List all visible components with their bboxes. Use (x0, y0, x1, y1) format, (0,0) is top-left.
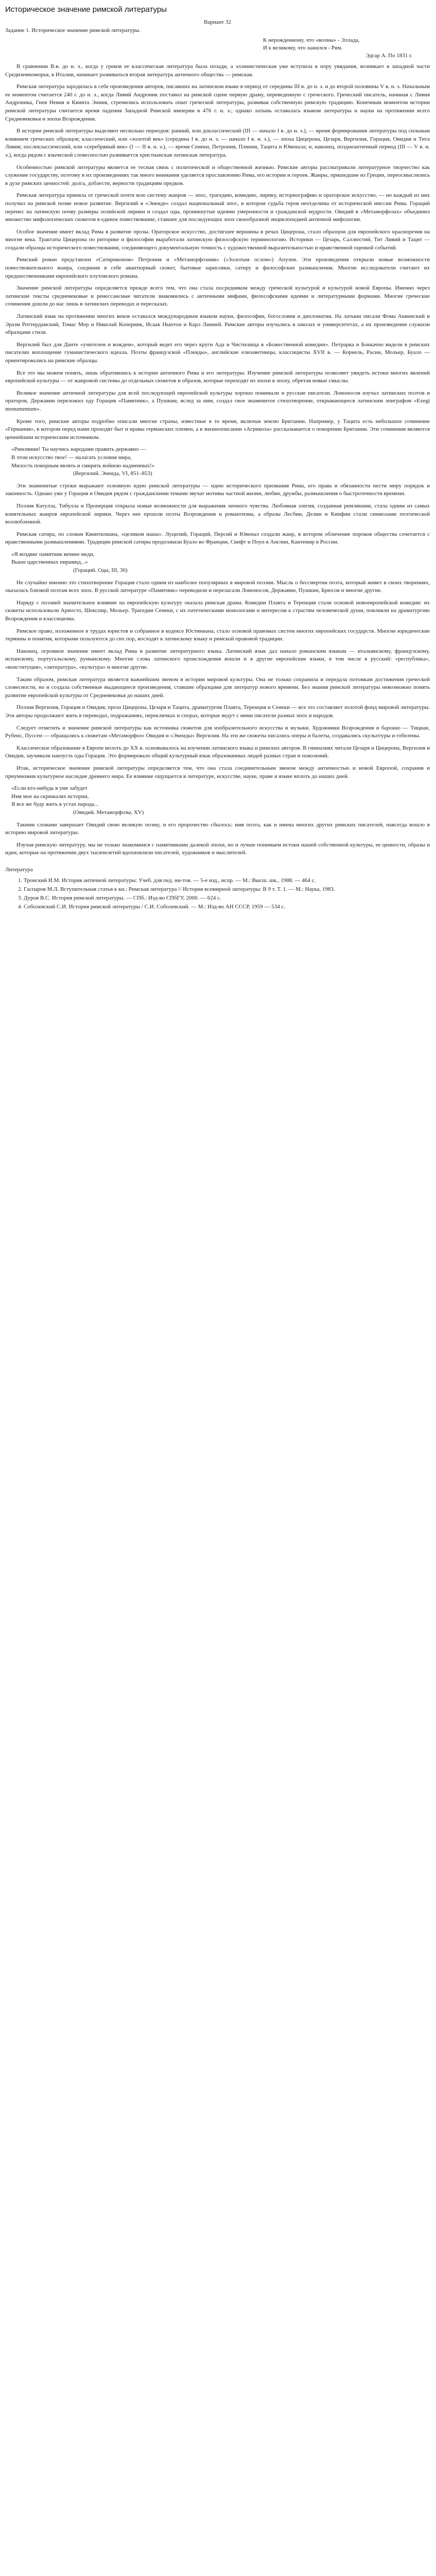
paragraph: Наконец, огромное значение имеет вклад Рима в развитие литературного языка. Латинский язык дал начало романским языкам — итальянскому, французскому, испанскому, португальскому, румынскому. Многие слова латинского происхождения вошли и в другие европейские языки, в том числе в русский: «республика», «конституция», «литература», «культура» и многие другие. (5, 648, 430, 670)
paragraph: Не случайно именно это стихотворение Горация стало одним из наиболее популярных в мировой поэзии. Мысль о бессмертии поэта, который живет в своих творениях, оказалась близкой поэтам всех эпох. В русской литературе «Памятник» переводили и перелагали Ломоносов, Державин, Пушкин, Брюсов и многие другие. (5, 579, 430, 594)
task-heading: Задание 1. Историческое значение римской литературы. (5, 27, 141, 33)
poem-source: (Вергилий. Энеида, VI, 851–853) (73, 470, 152, 477)
poem-line: Имя мое на скрижалях истории, (11, 793, 89, 800)
poem-line: Милость покорным являть и смирять войною надменных!» (11, 462, 155, 469)
paragraph: В сравнении В.в. до н. э., когда у греков ее классическая литература была позади, а эллинистическая уже вступила в пору увядания, возникает в западной части Средиземноморья, в Италии, начинает развиваться вторая литература античного общества — римская. (5, 63, 430, 78)
reference-item: 2. Гаспаров М.Л. Вступительная статья к кн.: Римская литература // История всемирной литературы: В 9 т. Т. 1. — М.: Наука, 1983. (24, 886, 430, 893)
epigraph (263, 37, 417, 60)
paragraph: Римская сатира, по словам Квинтилиана, «целиком наша». Луцилий, Гораций, Персий и Ювенал создали жанр, в котором обличение пороков общества сочетается с нравственными размышлениями. Традиции римской сатиры продолжили Буало во Франции, Свифт и Поуп в Англии, Кантемир в России. (5, 531, 430, 546)
paragraph: Поэзия Катулла, Тибулла и Проперция открыла новые возможности для выражения личного чувства. Любовная элегия, созданная римлянами, стала одним из самых влиятельных жанров европейской лирики. Через нее прошли поэты Возрождения и романтизма, а образы Лесбии, Делии и Кинфии стали символами поэтической возлюбленной. (5, 502, 430, 526)
poem-quote (11, 551, 430, 575)
paragraph: Классическое образование в Европе вплоть до XX в. основывалось на изучении латинского языка и римских авторов. В гимназиях читали Цезаря и Цицерона, Вергилия и Овидия, заучивали наизусть оды Горация. Это формировало общий культурный язык образованных людей разных стран и поколений. (5, 744, 430, 759)
epigraph-line: И к великому, что зажился - Рим. (263, 45, 343, 51)
body-section-1 (5, 63, 430, 442)
reference-item: 4. Соболевский С.И. История римской литературы / С.И. Соболевский. — М.: Изд-во АН СССР, 1959 — 534 с. (24, 903, 430, 911)
paragraph: Римское право, изложенное в трудах юристов и собранное в кодексе Юстиниана, стало основой правовых систем многих европейских государств. Многие юридические термины и понятия, которыми пользуются до сих пор, восходят к латинскому языку и римской правовой традиции. (5, 628, 430, 642)
paragraph: Поэзия Вергилия, Горация и Овидия, проза Цицерона, Цезаря и Тацита, драматургия Плавта, Теренция и Сенеки — все это составляет золотой фонд мировой литературы. Эти авторы продолжают жить в переводах, подражаниях, перекличках и спорах, которые ведут с ними писатели разных эпох и народов. (5, 704, 430, 719)
reference-item: 3. Дуров В.С. История римской литературы. — СПб.: Изд-во СПбГУ, 2000. — 624 с. (24, 894, 430, 902)
body-section-2 (5, 482, 430, 547)
paragraph: Латинский язык на протяжении многих веков оставался международным языком науки, философии, богословия и дипломатии. На латыни писали Фома Аквинский и Эразм Роттердамский, Томас Мор и Николай Коперник, Исаак Ньютон и Карл Линней. Римские авторы изучались в школах и университетах, а их произведения служили образцами стиля. (5, 313, 430, 336)
paragraph: Особенностью римской литературы является ее тесная связь с политической и общественной жизнью. Римские авторы рассматривали литературное творчество как служение государству, поэтому в их произведениях так много внимания уделяется прославлению Рима, его истории и героев. Жанры, пришедшие из Греции, переосмыслялись в духе римских ценностей: долга, доблести, верности традициям предков. (5, 164, 430, 187)
poem-line: Я все же буду жить в устах народа... (11, 801, 99, 808)
paragraph: Итак, историческое значение римской литературы определяется тем, что она стала соединительным звеном между античностью и новой Европой, сохранив и приумножив культурное наследие древнего мира. Ее влияние ощущается в литературе, искусстве, науке, праве и языке вплоть до наших дней. (5, 765, 430, 779)
paragraph: Римская литература зародилась в себе произведения авторов, писавших на латинском языке в период от середины III в. до н. э. и до второй половины V в. н. э. Начальным ее моментом считается 240 г. до н. э., когда Ливий Андроник поставил на римской сцене первую драму, переведенную с греческого. Греческий писатель, начиная с Ливия Андроника, Гнея Невия и Квинта Энния, стремились использовать опыт греческой литературы, развивая собственную римскую традицию. Конечным моментом истории римской литературы считается время падения Западной Римской империи в 476 г. н. э.; однако латынь оставалась языком литературы и науки на протяжении всего Средневековья и эпохи Возрождения. (5, 83, 430, 122)
paragraph: Римский роман представлен «Сатириконом» Петрония и «Метаморфозами» («Золотым ослом») Апулея. Эти произведения открыли новые возможности повествовательного жанра, соединив в себе авантюрный сюжет, бытовые зарисовки, сатиру и философские размышления. Многие исследователи считают их предшественниками европейского плутовского романа. (5, 257, 430, 279)
paragraph: Таким образом, римская литература является важнейшим звеном в истории мировой культуры. Она не только сохранила и передала потомкам достижения греческой словесности, но и создала собственные выдающиеся произведения, ставшие образцами для литератур нового времени. Без знания римской литературы невозможно понять развитие европейской культуры от Средневековья до наших дней. (5, 676, 430, 699)
page-title: Историческое значение римской литературы (5, 5, 167, 14)
references-list (5, 877, 430, 911)
variant-label: Вариант 32 (204, 19, 231, 25)
reference-item: 1. Тронский И.М. История античной литературы: Учеб. для пед. ин-тов. — 5-е изд., испр. — М.: Высш. шк., 1988. — 464 с. (24, 877, 430, 885)
paragraph: Изучая римскую литературу, мы не только знакомимся с памятниками далекой эпохи, но и лучше понимаем истоки нашей собственной культуры, ее ценности, образы и идеи, которые на протяжении двух тысячелетий вдохновляли писателей, художников и мыслителей. (5, 841, 430, 856)
paragraph: Следует отметить и значение римской литературы как источника сюжетов для изобразительного искусства и музыки. Художники Возрождения и барокко — Тициан, Рубенс, Пуссен — обращались к сюжетам «Метаморфоз» Овидия и «Энеиды» Вергилия. На эти же сюжеты писались оперы и балеты, создавались скульптуры и гобелены. (5, 724, 430, 739)
poem-line: Выше царственных пирамид...» (11, 559, 88, 566)
paragraph: Особое значение имеет вклад Рима в развитие прозы. Ораторское искусство, достигшее вершины в речах Цицерона, стало образцом для европейского красноречия на многие века. Трактаты Цицерона по риторике и философии выработали латинскую философскую терминологию. Историки — Цезарь, Саллюстий, Тит Ливий и Тацит — создали образцы исторического повествования, соединяющего документальную точность с художественной выразительностью и нравственной оценкой событий. (5, 228, 430, 251)
poem-source: (Овидий. Метаморфозы, XV) (73, 809, 144, 816)
poem-source: (Гораций. Оды, III, 30) (73, 567, 128, 574)
paragraph: Великое значение античной литературы для всей последующей европейской культуры хорошо понимали и русские писатели. Ломоносов изучал латинских поэтов и ораторов, Державин переложил оду Горация «Памятник», а Пушкин, вслед за ним, создал свое знаменитое стихотворение, открывающееся латинским эпиграфом «Exegi monumentum». (5, 389, 430, 412)
paragraph: Римская литература приняла от греческой почти всю систему жанров — эпос, трагедию, комедию, лирику, историографию и ораторское искусство, — но каждый из них получил на римской почве новое развитие. Вергилий в «Энеиде» создал национальный эпос, в котором судьба героя неотделима от исторической миссии Рима. Гораций перенес на латинскую почву размеры эолийской лирики и создал оды, проникнутые идеями умеренности и гражданской мудрости. Овидий в «Метаморфозах» объединил множество мифологических сюжетов в единое повествование, ставшее для последующих эпох своеобразной энциклопедией античной мифологии. (5, 192, 430, 223)
paragraph: В истории римской литературы выделяют несколько периодов: ранний, или доклассический (III — начало I в. до н. э.), — время формирования литературы под сильным влиянием греческих образцов; классический, или «золотой век» (середина I в. до н. э. — начало I в. н. э.), — эпоха Цицерона, Цезаря, Вергилия, Горация, Овидия и Тита Ливия; послеклассический, или «серебряный век» (I — II в. н. э.), — время Сенеки, Петрония, Плиния, Тацита и Ювенала; и, наконец, позднеантичный период (III — V в. н. э.), когда рядом с языческой словесностью развивается христианская латинская литература. (5, 128, 430, 158)
epigraph-line: К нерожденному, что «волны» - Эллада, (263, 37, 360, 43)
poem-line: «Я воздвиг памятник вечнее меди, (11, 551, 95, 557)
paragraph: Значение римской литературы определяется прежде всего тем, что она стала посредником между греческой культурой и культурой новой Европы. Именно через латинские тексты средневековые и ренессансные читатели знакомились с античными мифами, философскими идеями и литературными формами. Многие греческие сочинения дошли до нас лишь в латинских переводах и пересказах. (5, 285, 430, 308)
poem-line: В этом искусство твое! — налагать условия мира, (11, 454, 132, 461)
paragraph: Наряду с поэзией значительное влияние на европейскую культуру оказала римская драма. Комедии Плавта и Теренция стали основой новоевропейской комедии: их сюжеты использовали Ариосто, Шекспир, Мольер. Трагедии Сенеки, с их патетическими монологами и интересом к страстям человеческой души, повлияли на драматургию Возрождения и классицизма. (5, 599, 430, 622)
body-section-4 (5, 821, 430, 857)
paragraph: Вергилий был для Данте «учителем и вождем», который ведет его через круги Ада и Чистилища в «Божественной комедии». Петрарка и Боккаччо видели в римских писателях воплощение гуманистического идеала. Поэты французской «Плеяды», английские елизаветинцы, классицисты XVII в. — Корнель, Расин, Мольер, Буало — ориентировались на римские образцы. (5, 341, 430, 364)
poem-quote (11, 785, 430, 817)
paragraph: Все это мы можем понять, лишь обратившись к истории античного Рима и его литературы. Изучение римской литературы позволяет увидеть истоки многих явлений европейской культуры — от жанровой системы до отдельных сюжетов и образов, которые переходят из эпохи в эпоху, обретая новые смыслы. (5, 369, 430, 384)
poem-line: «Римлянин! Ты научись народами править державно — (11, 446, 146, 453)
paragraph: Такими словами завершает Овидий свою великую поэму, и его пророчество сбылось: имя поэта, как и имена многих других римских писателей, навсегда вошло в историю мировой литературы. (5, 821, 430, 836)
poem-quote (11, 446, 430, 478)
paragraph: Эти знаменитые строки выражают основную идею римской литературы — идею исторического призвания Рима, его права и обязанности нести миру порядок и законность. Однако уже у Горация и Овидия рядом с гражданскими темами звучат мотивы частной жизни, любви, дружбы, размышления о быстротечности времени. (5, 482, 430, 497)
paragraph: Кроме того, римские авторы подробно описали многие страны, известные в то время, включая землю Британии. Например, у Тацита есть небольшое сочинение «Германия», в котором перед нами проходят быт и нравы германских племен, а в жизнеописании «Агрикола» рассказывается о покорении Британии. Эти сочинения являются ценнейшим историческим источником. (5, 418, 430, 440)
body-section-3 (5, 579, 430, 781)
epigraph-author: Эдгар А. По 1831 г. (365, 53, 412, 59)
references-title: Литература (5, 866, 33, 873)
poem-line: «Если кто-нибудь в уме забудет (11, 785, 88, 792)
